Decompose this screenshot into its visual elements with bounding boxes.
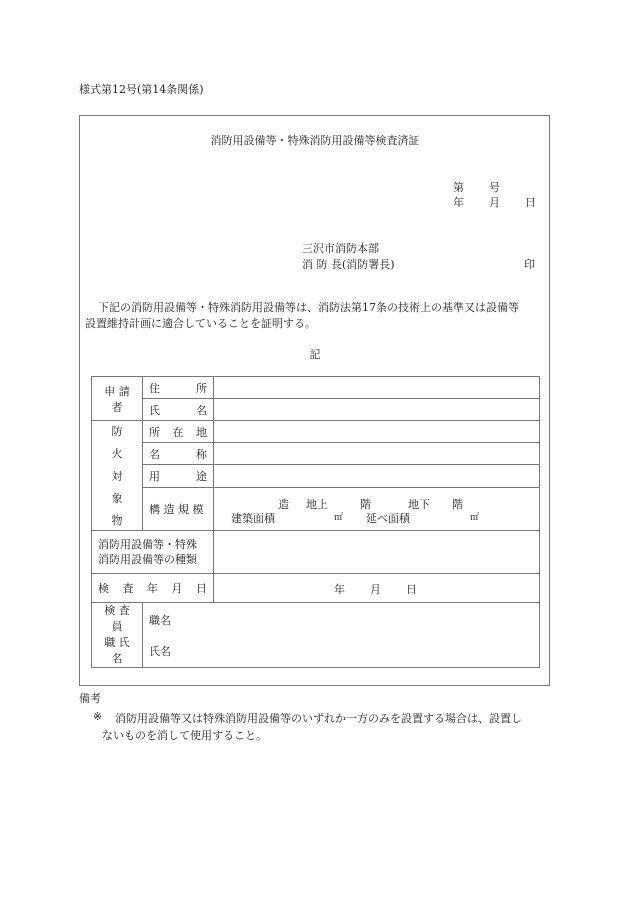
equipment-type-field[interactable] [214, 531, 540, 574]
ki-heading: 記 [309, 348, 321, 361]
number-go: 号 [489, 181, 500, 194]
usage-label: 用 途 [143, 465, 214, 487]
body-text-line1: 下記の消防用設備等・特殊消防用設備等は、消防法第17条の技術上の基準又は設備等 [98, 301, 519, 314]
inspection-date-field[interactable]: 年 月 日 [214, 574, 540, 603]
fire-target-label: 防 火 対 象 物 [92, 421, 143, 531]
location-field[interactable] [214, 421, 540, 443]
remarks-line1: 消防用設備等又は特殊消防用設備等のいずれか一方のみを設置する場合は、設置し [115, 712, 522, 725]
date-day: 日 [525, 196, 536, 209]
structure-label: 構 造 規 模 [143, 487, 214, 530]
body-text-line2: 設置維持計画に適合していることを証明する。 [85, 317, 316, 330]
inspector-name-label: 氏名 [149, 645, 171, 658]
inspection-date-label: 検 査 年 月 日 [92, 574, 214, 603]
inspector-field[interactable] [143, 603, 540, 668]
remarks-heading: 備考 [79, 692, 101, 705]
certificate-table [91, 376, 540, 668]
usage-field[interactable] [214, 465, 540, 487]
form-number: 様式第12号(第14条関係) [79, 83, 204, 96]
remarks-line2: ないものを消して使用すること。 [102, 729, 267, 742]
position-label: 職名 [149, 614, 171, 627]
address-field[interactable] [214, 377, 540, 399]
designation-label: 名 称 [143, 443, 214, 465]
inspector-label: 検 査 員 職 氏 名 [92, 603, 143, 668]
name-label: 氏 名 [143, 399, 214, 421]
date-year: 年 [453, 196, 464, 209]
equipment-type-label: 消防用設備等・特殊 消防用設備等の種類 [92, 531, 214, 574]
remarks-mark: ※ [93, 710, 103, 723]
date-month: 月 [489, 196, 500, 209]
location-label: 所 在 地 [143, 421, 214, 443]
structure-field[interactable]: 造 地上 階 地下 階 建築面積 ㎡ 延べ面積 ㎡ [214, 487, 540, 530]
applicant-label: 申 請 者 [92, 377, 143, 421]
name-field[interactable] [214, 399, 540, 421]
certificate-title: 消防用設備等・特殊消防用設備等検査済証 [210, 134, 420, 147]
issuer-org: 三沢市消防本部 [302, 242, 379, 255]
designation-field[interactable] [214, 443, 540, 465]
seal-mark: 印 [524, 258, 535, 271]
address-label: 住 所 [143, 377, 214, 399]
number-dai: 第 [453, 181, 464, 194]
issuer-chief: 消 防 長(消防署長) [302, 258, 395, 271]
